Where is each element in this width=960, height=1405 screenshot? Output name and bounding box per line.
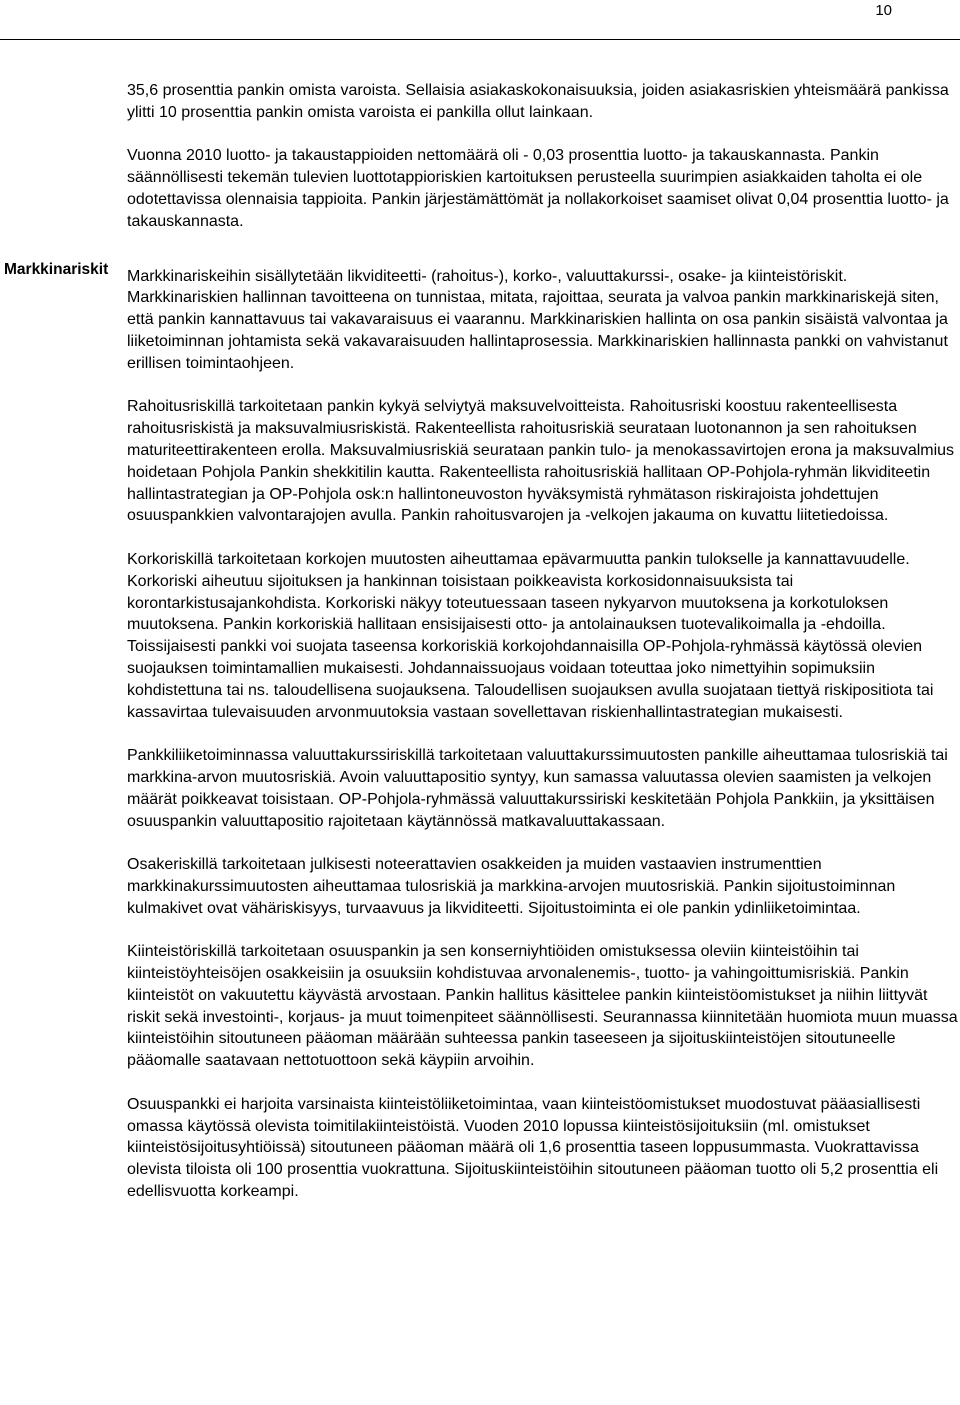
paragraph-asiakasriskit: 35,6 prosenttia pankin omista varoista. Sellaisia asiakaskokonaisuuksia, joiden asiakasriskien yhteismäärä pankissa ylitti 10 prosenttia pankin omista varoista ei pankilla ollut lainkaan. (127, 82, 949, 121)
paragraph-korkoriski: Korkoriskillä tarkoitetaan korkojen muutosten aiheuttamaa epävarmuutta pankin tulokselle ja kannattavuudelle. Korkoriski aiheutuu sijoituksen ja hankinnan toisistaan poikkeavista korkosidonnaisuuksista tai korontarkistusajankohdista. Korkoriski näkyy toteutuessaan taseen nykyarvon muutoksena ja korkotuloksen muutoksena. Pankin korkoriskiä hallitaan ensisijaisesti otto- ja antolainauksen tuotevalikoimalla ja -ehdoilla. Toissijaisesti pankki voi suojata taseensa korkoriskiä korkojohdannaisilla OP-Pohjola-ryhmässä käytössä olevien suojauksen toimintamallien mukaisesti. Johdannaissuojaus voidaan toteuttaa joko nimettyihin sopimuksiin kohdistettuna tai ns. taloudellisena suojauksena. Taloudellisen suojauksen avulla suojataan tiettyä riskipositiota tai kassavirtaa tulevaisuuden arvonmuutoksia vastaan sovellettavan riskienhallintastrategian mukaisesti. (127, 550, 934, 721)
paragraph-markkinariskit: Markkinariskeihin sisällytetään likviditeetti- (rahoitus-), korko-, valuuttakurssi-, osake- ja kiinteistöriskit. Markkinariskien hallinnan tavoitteena on tunnistaa, mitata, rajoittaa, seurata ja valvoa pankin markkinariskejä siten, että pankin kannattavuus tai vakavaraisuus ei vaarannu. Markkinariskien hallinta on osa pankin sisäistä valvontaa ja liiketoiminnan johtamista sekä vakavaraisuuden hallintaprosessia. Markkinariskien hallinnasta pankki on vahvistanut erillisen toimintaohjeen. (127, 267, 948, 372)
document-body (127, 80, 958, 1225)
page-number: 10 (875, 2, 892, 19)
paragraph-rahoitusriski: Rahoitusriskillä tarkoitetaan pankin kykyä selviytyä maksuvelvoitteista. Rahoitusriski koostuu rakenteellisesta rahoitusriskistä ja maksuvalmiusriskistä. Rakenteellista rahoitusriskiä seurataan luotonannon ja sen rahoituksen maturiteettirakenteen erolla. Maksuvalmiusriskiä seurataan pankin tulo- ja menokassavirtojen erona ja maksuvalmius hoidetaan Pohjola Pankin shekkitilin kautta. Rakenteellista rahoitusriskiä hallitaan OP-Pohjola-ryhmän likviditeetin hallintastrategian ja OP-Pohjola osk:n hallintoneuvoston hyväksymistä ryhmätason riskirajoista johdettujen osuuspankkien valvontarajojen avulla. Pankin rahoitusvarojen ja -velkojen jakauma on kuvattu liitetiedoissa. (127, 398, 955, 525)
sidebar-heading-markkinariskit: Markkinariskit (4, 261, 109, 278)
paragraph-kiinteistosijoitukset: Osuuspankki ei harjoita varsinaista kiinteistöliiketoimintaa, vaan kiinteistöomistukset muodostuvat pääasiallisesti omassa käytössä olevista toimitilakiinteistöistä. Vuoden 2010 lopussa kiinteistösijoituksiin (ml. omistukset kiinteistösijoitusyhtiöissä) sitoutuneen pääoman määrä oli 1,6 prosenttia taseen loppusummasta. Vuokrattavissa olevista tiloista oli 100 prosenttia vuokrattuna. Sijoituskiinteistöihin sitoutuneen pääoman tuotto oli 5,2 prosenttia eli edellisvuotta korkeampi. (127, 1095, 939, 1201)
header-divider (0, 39, 960, 40)
paragraph-valuuttakurssiriski: Pankkiliiketoiminnassa valuuttakurssiriskillä tarkoitetaan valuuttakurssimuutosten pankille aiheuttamaa tulosriskiä tai markkina-arvon muutosriskiä. Avoin valuuttapositio syntyy, kun samassa valuutassa olevien saamisten ja velkojen määrät poikkeavat toisistaan. OP-Pohjola-ryhmässä valuuttakurssiriski keskitetään Pohjola Pankkiin, ja yksittäisen osuuspankin valuuttapositio rajoitetaan käytännössä matkavaluuttakassaan. (127, 747, 948, 830)
paragraph-osakeriski: Osakeriskillä tarkoitetaan julkisesti noteerattavien osakkeiden ja muiden vastaavien instrumenttien markkinakurssimuutosten aiheuttamaa tulosriskiä ja markkina-arvojen muutosriskiä. Pankin sijoitustoiminnan kulmakivet ovat vähäriskisyys, turvaavuus ja likviditeetti. Sijoitustoiminta ei ole pankin ydinliiketoimintaa. (127, 856, 896, 917)
paragraph-luottotappiot: Vuonna 2010 luotto- ja takaustappioiden nettomäärä oli - 0,03 prosenttia luotto- ja takauskannasta. Pankin säännöllisesti tekemän tulevien luottotappioriskien kartoituksen perusteella suurimpien asiakkaiden taholta ei ole odotettavissa olennaisia tappioita. Pankin järjestämättömät ja nollakorkoiset saamiset olivat 0,04 prosenttia luotto- ja takauskannasta. (127, 147, 949, 230)
paragraph-kiinteistoriski: Kiinteistöriskillä tarkoitetaan osuuspankin ja sen konserniyhtiöiden omistuksessa oleviin kiinteistöihin tai kiinteistöyhteisöjen osakkeisiin ja osuuksiin kohdistuvaa arvonalenemis-, tuotto- ja vahingoittumisriskiä. Pankin kiinteistöt on vakuutettu käyvästä arvostaan. Pankin hallitus käsittelee pankin kiinteistöomistukset ja niihin liittyvät riskit sekä investointi-, korjaus- ja muut toimenpiteet säännöllisesti. Seurannassa kiinnitetään huomiota muun muassa kiinteistöihin sitoutuneen pääoman määrään suhteessa pankin taseeseen ja sijoituskiinteistöjen sitoutuneelle pääomalle saatavaan nettotuottoon sekä käypiin arvoihin. (127, 943, 958, 1070)
